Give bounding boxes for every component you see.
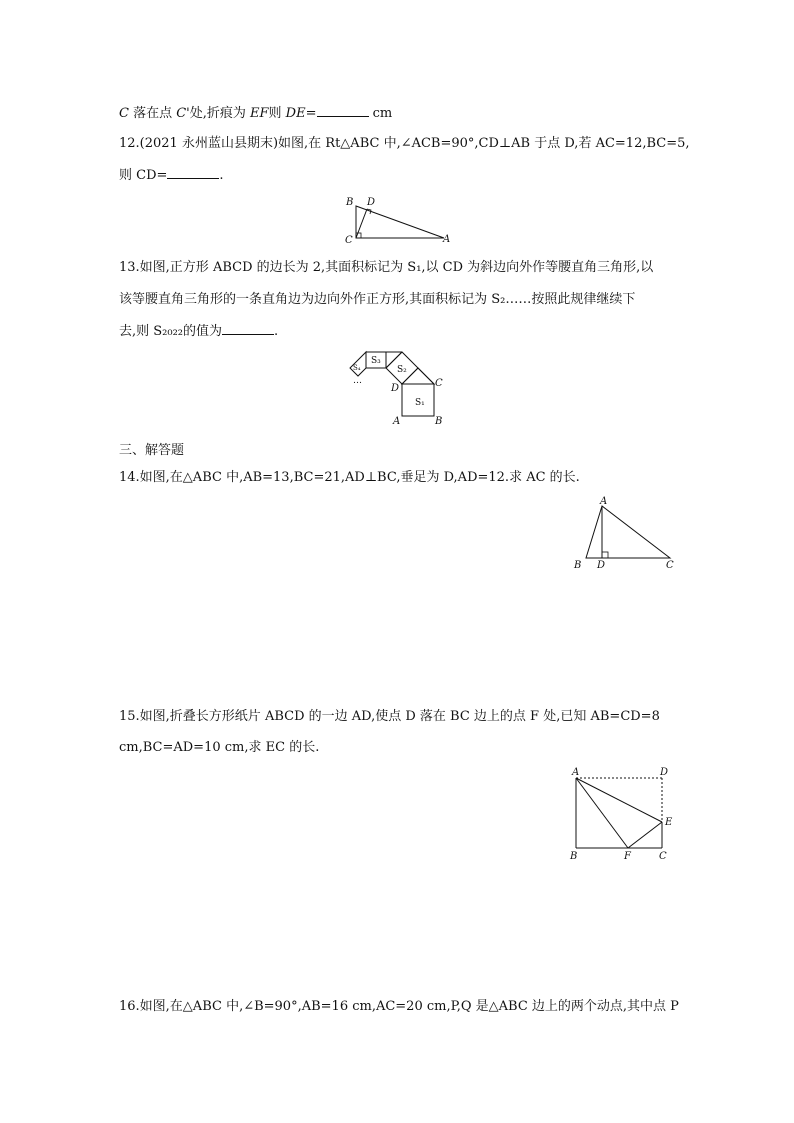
- q14-triangle: [586, 506, 670, 558]
- q12-label-b: B: [346, 197, 354, 208]
- q11-text: 落在点: [128, 106, 177, 121]
- q12-line1: 12.(2021 永州蓝山县期末)如图,在 Rt△ABC 中,∠ACB=90°,CD⊥AB 于点 D,若 AC=12,BC=5,: [119, 136, 690, 151]
- q12-label-c: C: [345, 235, 353, 246]
- q12-label-d: D: [367, 197, 376, 208]
- q11-text-de: DE: [285, 106, 306, 121]
- q12-line2: [119, 166, 224, 185]
- q12-label-a: A: [443, 234, 451, 245]
- q13-prompt: 去,则 S₂₀₂₂的值为: [119, 324, 223, 339]
- q13-label-s2: S₂: [397, 365, 407, 375]
- q12-answer-blank[interactable]: [167, 166, 219, 179]
- q15-label-a: A: [572, 767, 580, 778]
- q13-label-s1: S₁: [415, 398, 425, 408]
- q12-triangle: [356, 206, 444, 238]
- q13-label-c: C: [435, 378, 443, 389]
- q15-label-b: B: [570, 851, 578, 862]
- q13-label-b: B: [435, 416, 443, 427]
- q11-text: =: [305, 106, 317, 121]
- q14-label-a: A: [600, 496, 608, 507]
- q11-text: 则: [268, 106, 286, 121]
- q15-line1: 15.如图,折叠长方形纸片 ABCD 的一边 AD,使点 D 落在 BC 边上的点 F 处,已知 AB=CD=8: [119, 709, 660, 724]
- q13-answer-blank[interactable]: [222, 322, 274, 335]
- q15-line2: cm,BC=AD=10 cm,求 EC 的长.: [119, 740, 320, 755]
- q14-right-angle: [602, 552, 608, 558]
- q11-answer-blank[interactable]: [317, 104, 369, 117]
- q13-label-a: A: [393, 416, 401, 427]
- q11-text: 处,折痕为: [189, 106, 251, 121]
- q14-figure: [570, 496, 680, 571]
- q13-line2: 该等腰直角三角形的一条直角边为边向外作正方形,其面积标记为 S₂……按照此规律继续下: [119, 292, 636, 307]
- q13-period: .: [274, 324, 279, 339]
- q14-label-d: D: [597, 560, 606, 571]
- q15-segment-af: [576, 778, 628, 848]
- q15-label-c: C: [659, 851, 667, 862]
- q13-edge: [418, 368, 434, 384]
- q15-segment-fe: [628, 822, 662, 848]
- q12-figure: [340, 194, 455, 246]
- q15-label-d: D: [660, 767, 669, 778]
- q12-prompt: 则 CD=: [119, 168, 168, 183]
- section-title: 三、解答题: [119, 443, 185, 458]
- q14-label-c: C: [666, 560, 674, 571]
- q12-altitude: [356, 209, 367, 238]
- q12-period: .: [219, 168, 224, 183]
- q13-ellipsis: …: [353, 376, 362, 386]
- q13-line1: 13.如图,正方形 ABCD 的边长为 2,其面积标记为 S₁,以 CD 为斜边向外作等腰直角三角形,以: [119, 260, 654, 275]
- q16-line1: 16.如图,在△ABC 中,∠B=90°,AB=16 cm,AC=20 cm,P,Q 是△ABC 边上的两个动点,其中点 P: [119, 999, 679, 1014]
- q11-text-cprime: C': [176, 106, 190, 121]
- q13-label-s4: S₄: [353, 364, 361, 372]
- q11-text-c: C: [119, 106, 129, 121]
- q14-label-b: B: [574, 560, 582, 571]
- q15-fold-ae: [576, 778, 662, 822]
- q11-tail-line: [119, 104, 392, 123]
- q15-label-f: F: [624, 851, 631, 862]
- q11-text-unit: cm: [368, 106, 393, 121]
- q11-text-ef: EF: [250, 106, 269, 121]
- q15-label-e: E: [665, 817, 673, 828]
- q13-triangle-1: [402, 368, 434, 384]
- q13-figure: [347, 346, 457, 426]
- q13-line3: [119, 322, 278, 341]
- q15-figure: [566, 764, 686, 864]
- q13-label-d: D: [391, 383, 400, 394]
- q13-label-s3: S₃: [371, 356, 381, 366]
- q14-line1: 14.如图,在△ABC 中,AB=13,BC=21,AD⊥BC,垂足为 D,AD=12.求 AC 的长.: [119, 470, 580, 485]
